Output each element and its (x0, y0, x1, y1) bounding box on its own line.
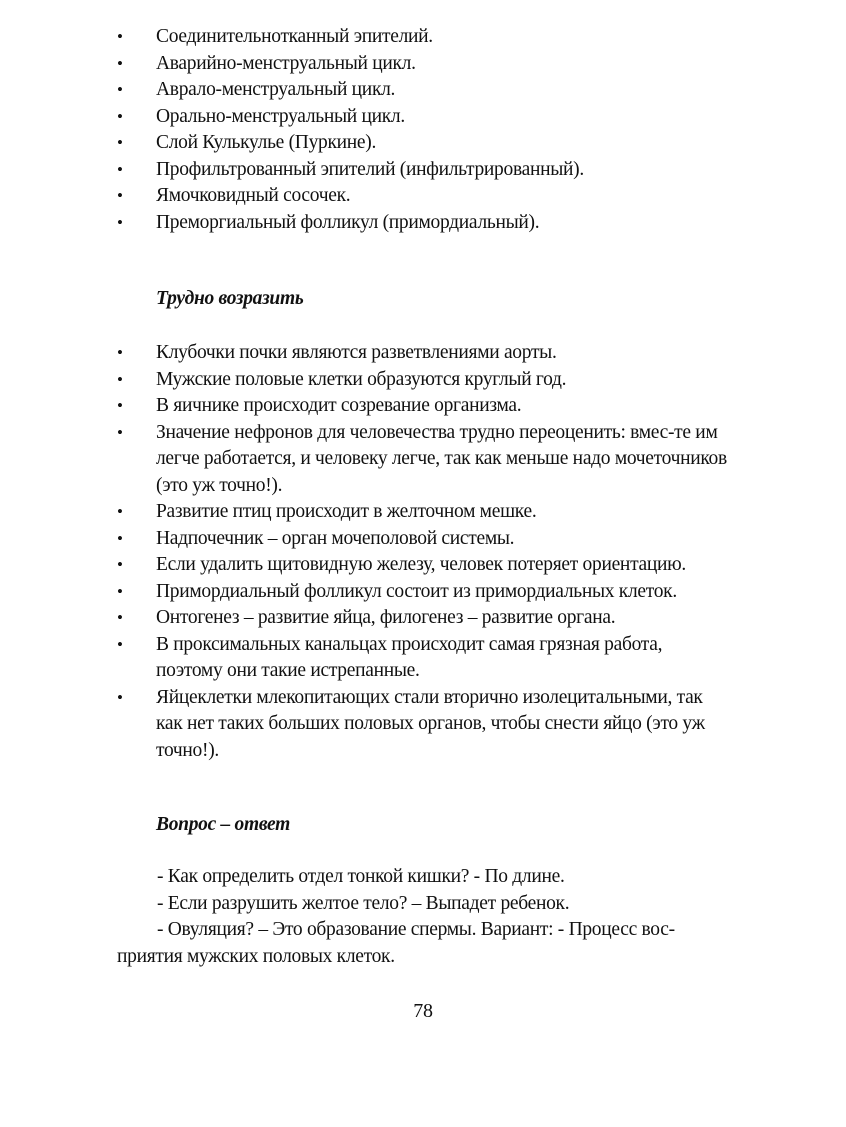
list-item: • Надпочечник – орган мочеполовой системы. (0, 526, 731, 553)
list-item: • Значение нефронов для человечества трудно переоценить: вмес-те им легче работается, и человеку легче, так как меньше надо мочеточников (это уж точно!). (117, 421, 727, 496)
bullet-icon: • (117, 634, 123, 654)
bullet-icon: • (117, 27, 123, 46)
qa-block (117, 864, 729, 970)
list-item: • Аврало-менструальный цикл. (0, 77, 731, 104)
list-item: • Примордиальный фолликул состоит из примордиальных клеток. (0, 579, 731, 606)
bullet-icon: • (117, 555, 123, 574)
qa-line: - Как определить отдел тонкой кишки? - По длине. (157, 866, 565, 887)
list-item: • Слой Кулькулье (Пуркине). (0, 130, 731, 157)
section-heading: Трудно возразить (156, 288, 304, 309)
bullet-icon: • (117, 422, 123, 442)
list-item: • Мужские половые клетки образуются круглый год. (0, 367, 731, 394)
bullet-icon: • (117, 687, 123, 707)
bullet-icon: • (117, 159, 123, 179)
list-item: • Профильтрованный эпителий (инфильтрированный). (0, 157, 731, 184)
list-item: • Развитие птиц происходит в желточном мешке. (0, 499, 731, 526)
bullet-icon: • (117, 396, 123, 415)
list-item: • Яйцеклетки млекопитающих стали вторично изолецитальными, так как нет таких больших половых органов, чтобы снести яйцо (это уж точно!). (117, 686, 705, 761)
page-number: 78 (413, 1000, 433, 1022)
list-item: • Орально-менструальный цикл. (0, 104, 731, 131)
bullet-icon: • (117, 212, 123, 232)
term-list (0, 24, 731, 236)
bullet-icon: • (117, 106, 123, 126)
qa-line: - Овуляция? – Это образование спермы. Вариант: - Процесс вос-приятия мужских половых клеток. (117, 919, 675, 967)
list-item: • Ямочковидный сосочек. (0, 183, 731, 210)
list-item: • Онтогенез – развитие яйца, филогенез – развитие органа. (0, 605, 731, 632)
list-item: • Аварийно-менструальный цикл. (0, 51, 731, 78)
bullet-icon: • (117, 528, 123, 548)
section-heading: Вопрос – ответ (156, 814, 291, 835)
list-item: • Соединительнотканный эпителий. (0, 24, 731, 51)
list-item: • Если удалить щитовидную железу, человек потеряет ориентацию. (0, 552, 731, 579)
bullet-icon: • (117, 369, 123, 389)
list-item: • В яичнике происходит созревание организма. (0, 393, 731, 420)
list-item: • В проксимальных канальцах происходит самая грязная работа, поэтому они такие истрепанные. (117, 633, 663, 681)
bullet-icon: • (117, 80, 123, 99)
bullet-icon: • (117, 343, 123, 362)
qa-line: - Если разрушить желтое тело? – Выпадет ребенок. (157, 892, 570, 914)
bullet-icon: • (117, 133, 123, 152)
bullet-icon: • (117, 502, 123, 521)
bullet-icon: • (117, 53, 123, 73)
bullet-icon: • (117, 581, 123, 601)
bullet-icon: • (117, 608, 123, 627)
bullet-icon: • (117, 186, 123, 205)
statement-list (0, 340, 731, 764)
list-item: • Клубочки почки являются разветвлениями аорты. (0, 340, 731, 367)
list-item: • Преморгиальный фолликул (примордиальный). (0, 210, 731, 237)
